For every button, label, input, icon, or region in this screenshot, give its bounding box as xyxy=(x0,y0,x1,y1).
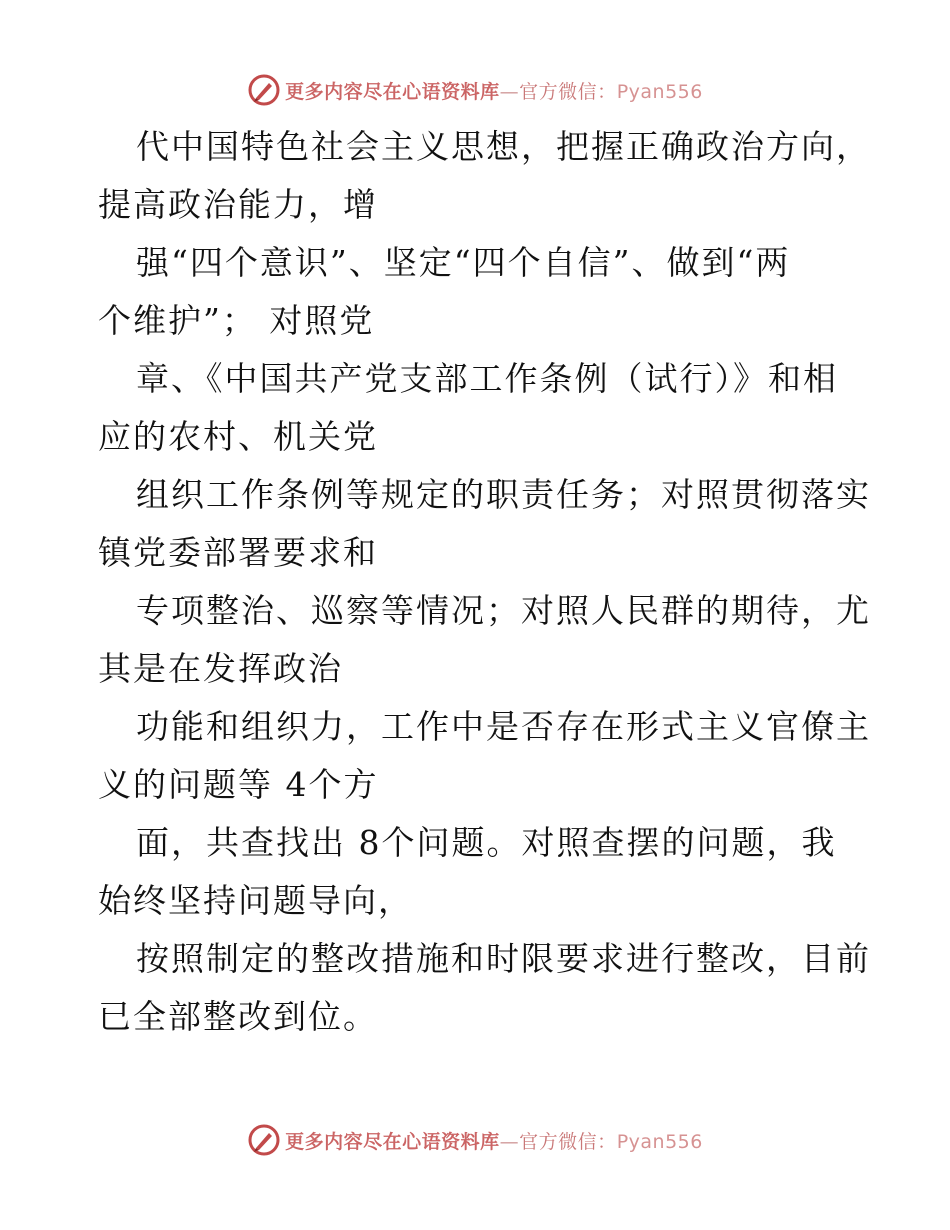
body-line-4: 个维护”； 对照党 xyxy=(98,301,375,340)
body-line-9: 专项整治、巡察等情况；对照人民群的期待，尤 xyxy=(136,591,871,630)
body-line-11: 功能和组织力，工作中是否存在形式主义官僚主 xyxy=(136,707,871,746)
watermark-text xyxy=(285,1127,703,1154)
footer-watermark xyxy=(0,1120,950,1160)
watermark-sub: 官方微信： xyxy=(519,80,617,103)
header-watermark xyxy=(0,70,950,110)
body-line-3: 强“四个意识”、坚定“四个自信”、做到“两 xyxy=(136,243,791,282)
watermark-main: 更多内容尽在心语资料库 xyxy=(285,1130,500,1153)
body-line-16: 已全部整改到位。 xyxy=(98,997,378,1036)
watermark-dash: — xyxy=(499,80,520,103)
body-line-6: 应的农村、机关党 xyxy=(98,417,378,456)
pen-logo-icon xyxy=(247,1123,281,1157)
body-line-2: 提高政治能力，增 xyxy=(98,185,378,224)
watermark-id: Pyan556 xyxy=(616,80,703,103)
watermark-id: Pyan556 xyxy=(616,1130,703,1153)
body-line-14: 始终坚持问题导向， xyxy=(98,881,413,920)
watermark-dash: — xyxy=(499,1130,520,1153)
body-line-12: 义的问题等 4个方 xyxy=(98,765,379,804)
body-line-13: 面，共查找出 8个问题。对照查摆的问题，我 xyxy=(136,823,837,862)
body-line-15: 按照制定的整改措施和时限要求进行整改，目前 xyxy=(136,939,871,978)
document-body xyxy=(98,118,871,1046)
body-line-10: 其是在发挥政治 xyxy=(98,649,343,688)
watermark-sub: 官方微信： xyxy=(519,1130,617,1153)
body-line-8: 镇党委部署要求和 xyxy=(98,533,378,572)
pen-logo-icon xyxy=(247,73,281,107)
body-line-7: 组织工作条例等规定的职责任务；对照贯彻落实 xyxy=(136,475,871,514)
watermark-main: 更多内容尽在心语资料库 xyxy=(285,80,500,103)
body-line-5: 章、《中国共产党支部工作条例（试行）》和相 xyxy=(136,359,838,398)
watermark-text xyxy=(285,77,703,104)
body-line-1: 代中国特色社会主义思想，把握正确政治方向， xyxy=(136,127,871,166)
